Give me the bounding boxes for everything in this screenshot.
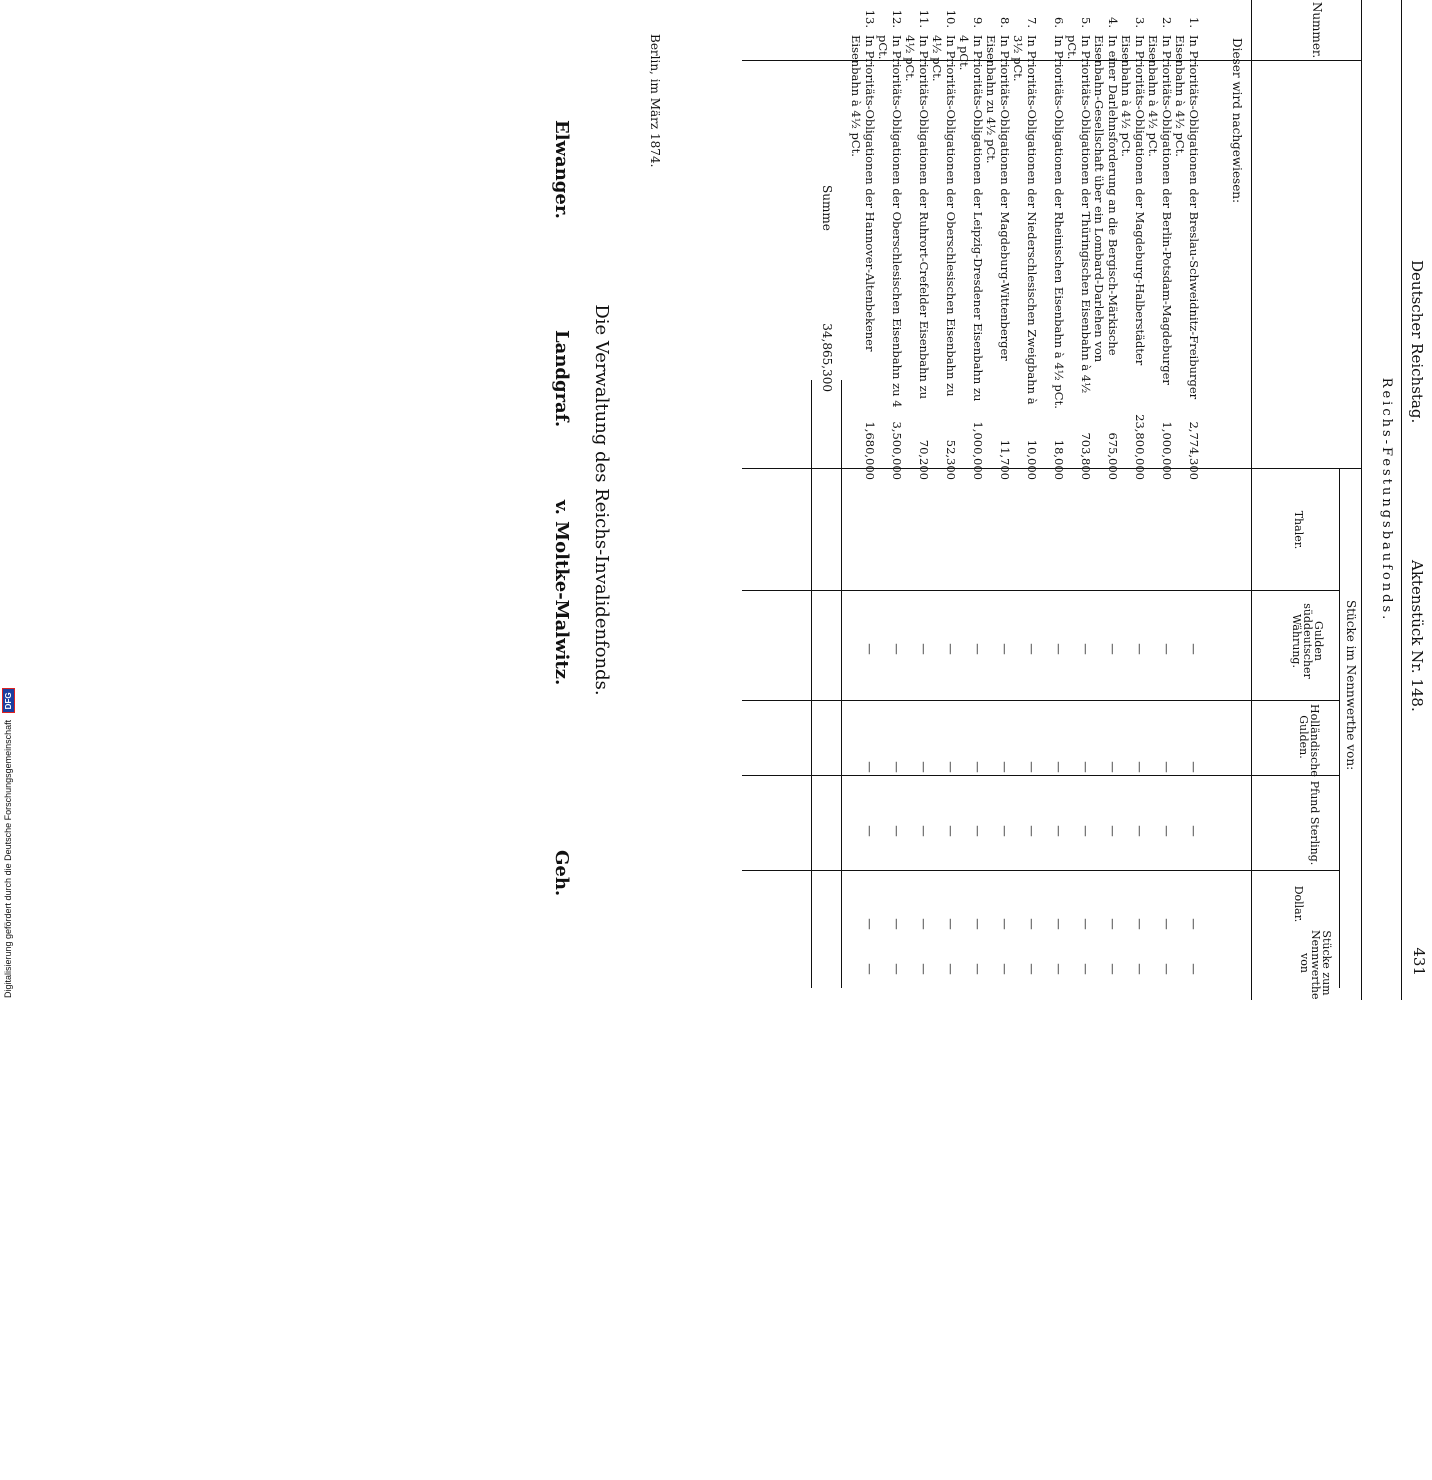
empty-cell-dash: — — [890, 761, 904, 773]
row-description: In Prioritäts-Obligationen der Oberschlesischen Eisenbahn zu 4½ pCt. — [930, 35, 958, 397]
row-number: 1. — [1187, 17, 1201, 28]
empty-cell-dash: — — [917, 761, 931, 773]
signature-4: Geh. — [551, 850, 572, 897]
empty-cell-dash: — — [1160, 963, 1174, 975]
col-head-thaler: Thaler. — [1292, 510, 1305, 550]
signature-3: v. Moltke-Malwitz. — [551, 500, 572, 686]
empty-cell-dash: — — [1079, 918, 1093, 930]
empty-cell-dash: — — [1187, 918, 1201, 930]
table-row — [1145, 17, 1174, 975]
empty-cell-dash: — — [1025, 643, 1039, 655]
row-number: 4. — [1106, 17, 1120, 28]
empty-cell-dash: — — [971, 963, 985, 975]
empty-cell-dash: — — [998, 761, 1012, 773]
col-head-pfund: Pfund Sterling. — [1308, 780, 1321, 866]
empty-cell-dash: — — [1187, 643, 1201, 655]
empty-cell-dash: — — [1160, 825, 1174, 837]
row-description: In Prioritäts-Obligationen der Magdeburg-Halberstädter Eisenbahn à 4½ pCt. — [1119, 35, 1147, 366]
table-row — [1118, 17, 1147, 975]
table-row — [929, 9, 958, 975]
row-number: 10. — [944, 9, 958, 28]
row-description: In einer Darlehnsforderung an die Bergisch-Märkische Eisenbahn-Gesellschaft über ein Lombard-Darlehen von — [1092, 35, 1120, 363]
empty-cell-dash: — — [1133, 963, 1147, 975]
empty-cell-dash: — — [1187, 825, 1201, 837]
empty-cell-dash: — — [1160, 643, 1174, 655]
row-description: In Prioritäts-Obligationen der Breslau-Schweidnitz-Freiburger Eisenbahn à 4½ pCt. — [1173, 35, 1201, 400]
row-thaler-value: 703,800 — [1079, 432, 1093, 480]
table-row — [1037, 17, 1066, 975]
row-thaler-value: 18,000 — [1052, 439, 1066, 480]
row-thaler-value: 1,000,000 — [1160, 421, 1174, 480]
empty-cell-dash: — — [863, 643, 877, 655]
empty-cell-dash: — — [890, 825, 904, 837]
place-date: Berlin, im März 1874. — [648, 34, 662, 168]
row-thaler-value: 11,700 — [998, 439, 1012, 480]
empty-cell-dash: — — [863, 918, 877, 930]
empty-cell-dash: — — [1106, 643, 1120, 655]
table-row — [983, 17, 1012, 975]
row-number: 2. — [1160, 17, 1174, 28]
row-number: 6. — [1052, 17, 1066, 28]
table-row — [875, 9, 904, 975]
empty-cell-dash: — — [1160, 761, 1174, 773]
table-row — [1064, 17, 1093, 975]
doc-subtitle: Aktenstück Nr. 148. — [1408, 560, 1426, 712]
empty-cell-dash: — — [1079, 643, 1093, 655]
empty-cell-dash: — — [998, 918, 1012, 930]
row-thaler-value: 1,680,000 — [863, 421, 877, 480]
empty-cell-dash: — — [1133, 643, 1147, 655]
row-number: 12. — [890, 9, 904, 28]
empty-cell-dash: — — [1133, 825, 1147, 837]
empty-cell-dash: — — [1052, 918, 1066, 930]
table-row — [902, 9, 931, 975]
empty-cell-dash: — — [1079, 825, 1093, 837]
empty-cell-dash: — — [971, 825, 985, 837]
row-thaler-value: 3,500,000 — [890, 421, 904, 480]
row-thaler-value: 1,000,000 — [971, 421, 985, 480]
row-description: In Prioritäts-Obligationen der Thüringischen Eisenbahn à 4½ pCt. — [1065, 35, 1093, 394]
empty-cell-dash: — — [1106, 963, 1120, 975]
empty-cell-dash: — — [1025, 825, 1039, 837]
row-description: In Prioritäts-Obligationen der Niederschlesischen Zweigbahn à 3½ pCt. — [1011, 35, 1039, 405]
table-row — [1091, 17, 1120, 975]
col-head-gulden: Gulden süddeutscher Währung. — [1290, 603, 1325, 679]
table-row — [1010, 17, 1039, 975]
empty-cell-dash: — — [917, 825, 931, 837]
empty-cell-dash: — — [863, 761, 877, 773]
empty-cell-dash: — — [1133, 918, 1147, 930]
row-description: In Prioritäts-Obligationen der Oberschlesischen Eisenbahn zu 4 pCt. — [876, 35, 904, 408]
row-thaler-value: 70,200 — [917, 439, 931, 480]
fund-name: Reichs-Festungsbaufonds. — [1379, 377, 1394, 623]
col-head-dollar: Dollar. — [1292, 885, 1305, 923]
row-number: 3. — [1133, 17, 1147, 28]
empty-cell-dash: — — [998, 963, 1012, 975]
row-thaler-value: 2,774,300 — [1187, 421, 1201, 480]
empty-cell-dash: — — [944, 825, 958, 837]
empty-cell-dash: — — [971, 761, 985, 773]
empty-cell-dash: — — [1079, 963, 1093, 975]
group-rule — [1339, 468, 1340, 988]
row-description: In Prioritäts-Obligationen der Ruhrort-Crefelder Eisenbahn zu 4½ pCt. — [903, 35, 931, 400]
empty-cell-dash: — — [1106, 918, 1120, 930]
row-number: 5. — [1079, 17, 1093, 28]
empty-cell-dash: — — [1079, 761, 1093, 773]
administration-line: Die Verwaltung des Reichs-Invalidenfonds. — [591, 304, 612, 696]
signature-2: Landgraf. — [551, 330, 572, 428]
summe-value: 34,865,300 — [820, 323, 834, 392]
row-description: In Prioritäts-Obligationen der Leipzig-Dresdener Eisenbahn zu 4 pCt. — [957, 35, 985, 402]
col-head-holl: Holländische Gulden. — [1297, 704, 1321, 777]
row-number: 9. — [971, 17, 985, 28]
empty-cell-dash: — — [998, 825, 1012, 837]
table-row — [848, 9, 877, 975]
row-description: In Prioritäts-Obligationen der Magdeburg-Wittenberger Eisenbahn zu 4½ pCt. — [984, 35, 1012, 361]
sum-rule — [841, 380, 842, 988]
nummer-header: Nummer. — [1310, 1, 1324, 59]
empty-cell-dash: — — [1052, 963, 1066, 975]
row-description: In Prioritäts-Obligationen der Hannover-Altenbekener Eisenbahn à 4½ pCt. — [849, 35, 877, 352]
empty-cell-dash: — — [1052, 761, 1066, 773]
empty-cell-dash: — — [1106, 825, 1120, 837]
empty-cell-dash: — — [1160, 918, 1174, 930]
table-top-rule — [1361, 0, 1362, 1000]
empty-cell-dash: — — [917, 643, 931, 655]
table-bottom-rule — [811, 380, 812, 988]
empty-cell-dash: — — [971, 918, 985, 930]
empty-cell-dash: — — [917, 963, 931, 975]
row-number: 13. — [863, 9, 877, 28]
side-note-area — [0, 600, 20, 1000]
empty-cell-dash: — — [1025, 918, 1039, 930]
empty-cell-dash: — — [917, 918, 931, 930]
empty-cell-dash: — — [890, 963, 904, 975]
row-description: In Prioritäts-Obligationen der Rheinischen Eisenbahn à 4½ pCt. — [1052, 35, 1066, 409]
row-number: 11. — [917, 9, 931, 28]
row-thaler-value: 675,000 — [1106, 432, 1120, 480]
header-rule — [1401, 0, 1402, 1000]
summe-label: Summe — [820, 185, 834, 231]
empty-cell-dash: — — [1025, 963, 1039, 975]
empty-cell-dash: — — [1187, 963, 1201, 975]
col-head-stuecke: Stücke zum Nennwerthe von — [1298, 930, 1333, 1000]
empty-cell-dash: — — [944, 963, 958, 975]
doc-title: Deutscher Reichstag. — [1408, 260, 1426, 424]
empty-cell-dash: — — [971, 643, 985, 655]
signature-1: Elwanger. — [551, 120, 572, 219]
row-thaler-value: 10,000 — [1025, 439, 1039, 480]
empty-cell-dash: — — [1187, 761, 1201, 773]
side-note: Digitalisierung gefördert durch die Deutsche Forschungsgemeinschaft — [3, 719, 13, 998]
empty-cell-dash: — — [1052, 643, 1066, 655]
empty-cell-dash: — — [944, 643, 958, 655]
table-head-rule — [1251, 0, 1252, 1000]
empty-cell-dash: — — [1133, 761, 1147, 773]
row-number: 7. — [1025, 17, 1039, 28]
empty-cell-dash: — — [890, 643, 904, 655]
empty-cell-dash: — — [863, 963, 877, 975]
empty-cell-dash: — — [863, 825, 877, 837]
empty-cell-dash: — — [1025, 761, 1039, 773]
table-row — [956, 17, 985, 975]
intro-text: Dieser wird nachgewiesen: — [1230, 38, 1244, 204]
row-number: 8. — [998, 17, 1012, 28]
empty-cell-dash: — — [1052, 825, 1066, 837]
empty-cell-dash: — — [998, 643, 1012, 655]
group-header: Stücke im Nennwerthe von: — [1344, 600, 1358, 771]
row-description: In Prioritäts-Obligationen der Berlin-Potsdam-Magdeburger Eisenbahn à 4½ pCt. — [1146, 35, 1174, 385]
table-row — [1172, 17, 1201, 975]
row-thaler-value: 23,800,000 — [1133, 414, 1147, 480]
page-number: 431 — [1410, 947, 1428, 976]
empty-cell-dash: — — [1106, 761, 1120, 773]
empty-cell-dash: — — [890, 918, 904, 930]
row-thaler-value: 52,300 — [944, 439, 958, 480]
empty-cell-dash: — — [944, 918, 958, 930]
dfg-logo: DFG — [2, 688, 15, 713]
empty-cell-dash: — — [944, 761, 958, 773]
